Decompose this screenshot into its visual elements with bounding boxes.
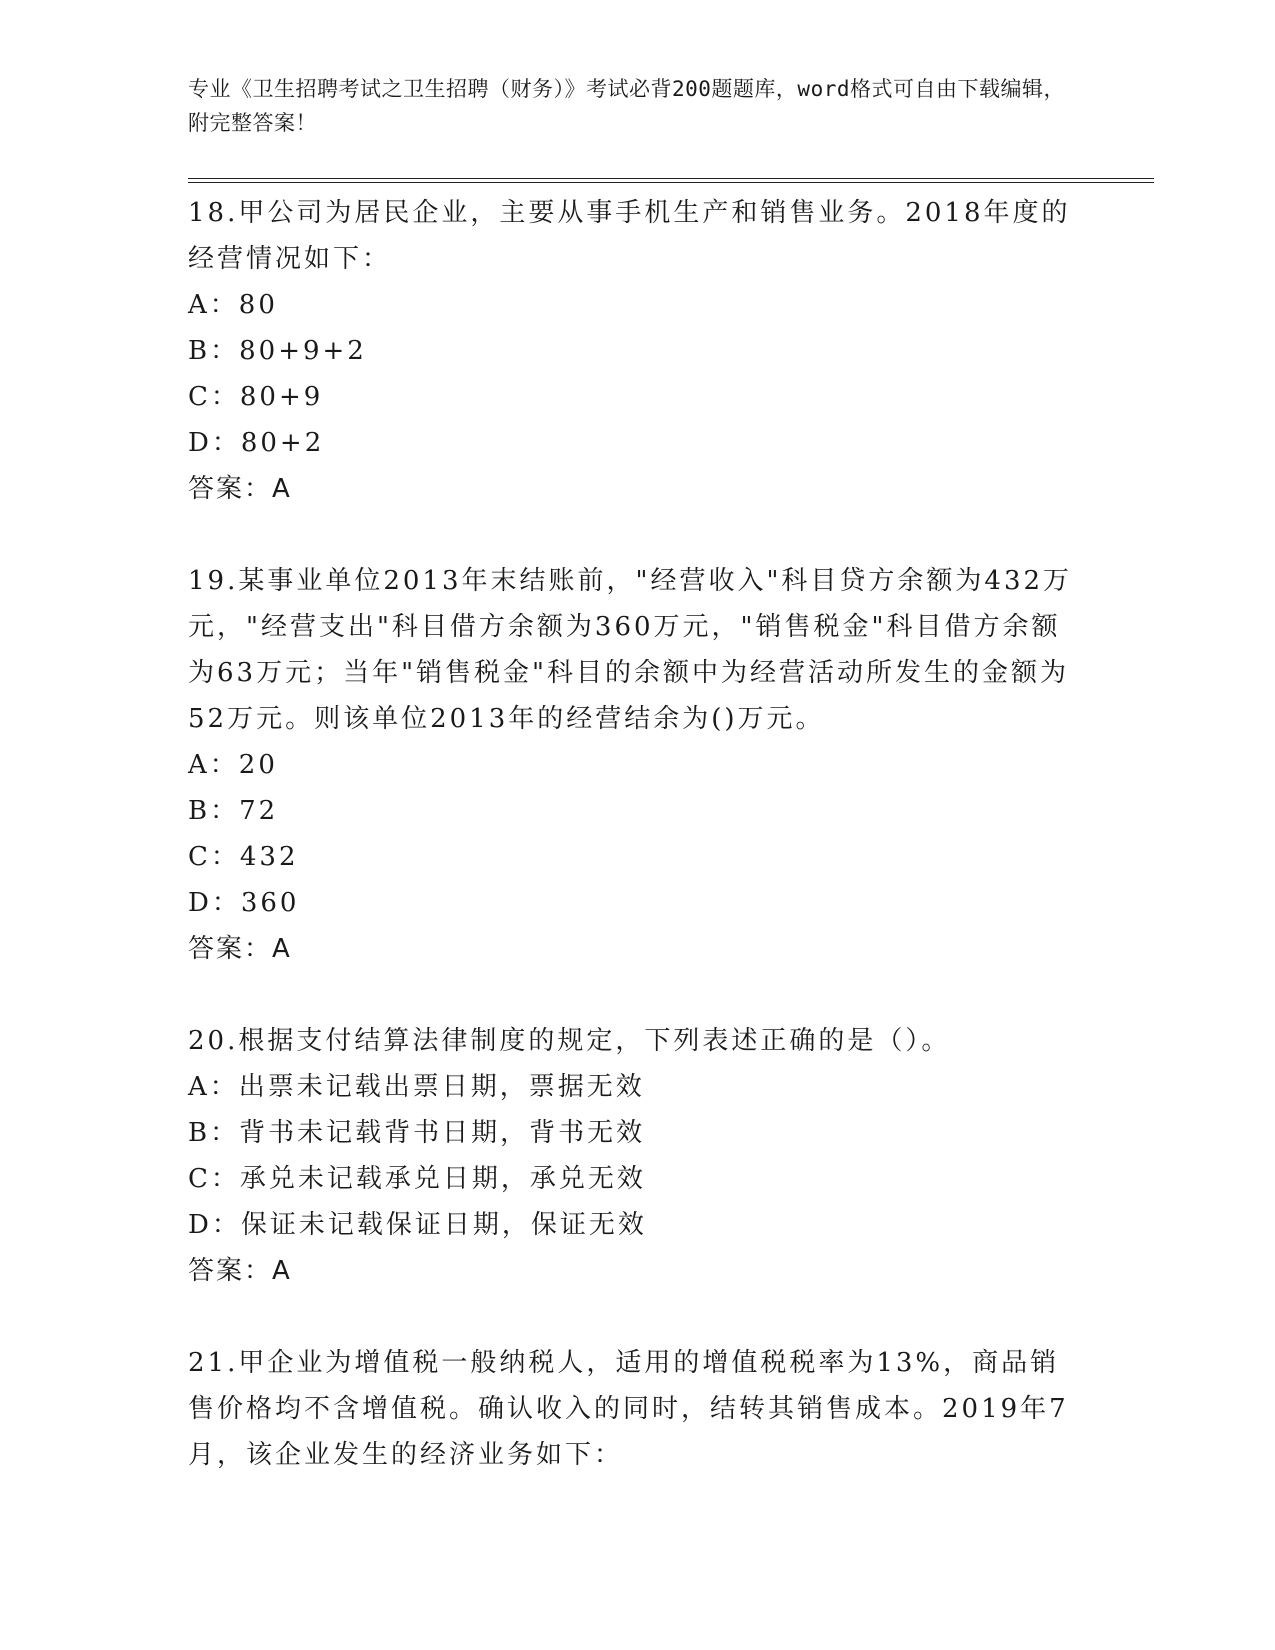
answer: 答案：A xyxy=(188,934,292,964)
option-a: A：20 xyxy=(188,750,278,780)
answer: 答案：A xyxy=(188,1256,292,1286)
document-header: 专业《卫生招聘考试之卫生招聘（财务）》考试必背200题题库，word格式可自由下载编辑，附完整答案！ xyxy=(188,77,1065,135)
question-stem: 20.根据支付结算法律制度的规定，下列表述正确的是（）。 xyxy=(188,1026,951,1056)
question-list xyxy=(188,190,1088,1478)
question-stem: 19.某事业单位2013年末结账前，"经营收入"科目贷方余额为432万元，"经营支出"科目借方余额为360万元，"销售税金"科目借方余额为63万元；当年"销售税金"科目的余额中为经营活动所发生的金额为52万元。则该单位2013年的经营结余为()万元。 xyxy=(188,566,1073,734)
option-a: A：出票未记载出票日期，票据无效 xyxy=(188,1072,645,1102)
option-b: B：背书未记载背书日期，背书无效 xyxy=(188,1118,646,1148)
answer: 答案：A xyxy=(188,474,292,504)
option-c: C：承兑未记载承兑日期，承兑无效 xyxy=(188,1164,646,1194)
question-18 xyxy=(188,190,1088,512)
option-b: B：72 xyxy=(188,796,279,826)
option-d: D：360 xyxy=(188,888,300,918)
question-19 xyxy=(188,558,1088,972)
header-double-rule xyxy=(188,178,1154,183)
question-20 xyxy=(188,1018,1088,1294)
option-c: C：80+9 xyxy=(188,382,324,412)
question-stem: 18.甲公司为居民企业，主要从事手机生产和销售业务。2018年度的经营情况如下： xyxy=(188,198,1071,274)
option-c: C：432 xyxy=(188,842,299,872)
option-a: A：80 xyxy=(188,290,278,320)
question-stem: 21.甲企业为增值税一般纳税人，适用的增值税税率为13%，商品销售价格均不含增值税。确认收入的同时，结转其销售成本。2019年7月，该企业发生的经济业务如下： xyxy=(188,1348,1069,1470)
option-b: B：80+9+2 xyxy=(188,336,367,366)
option-d: D：保证未记载保证日期，保证无效 xyxy=(188,1210,647,1240)
option-d: D：80+2 xyxy=(188,428,325,458)
question-21 xyxy=(188,1340,1088,1478)
